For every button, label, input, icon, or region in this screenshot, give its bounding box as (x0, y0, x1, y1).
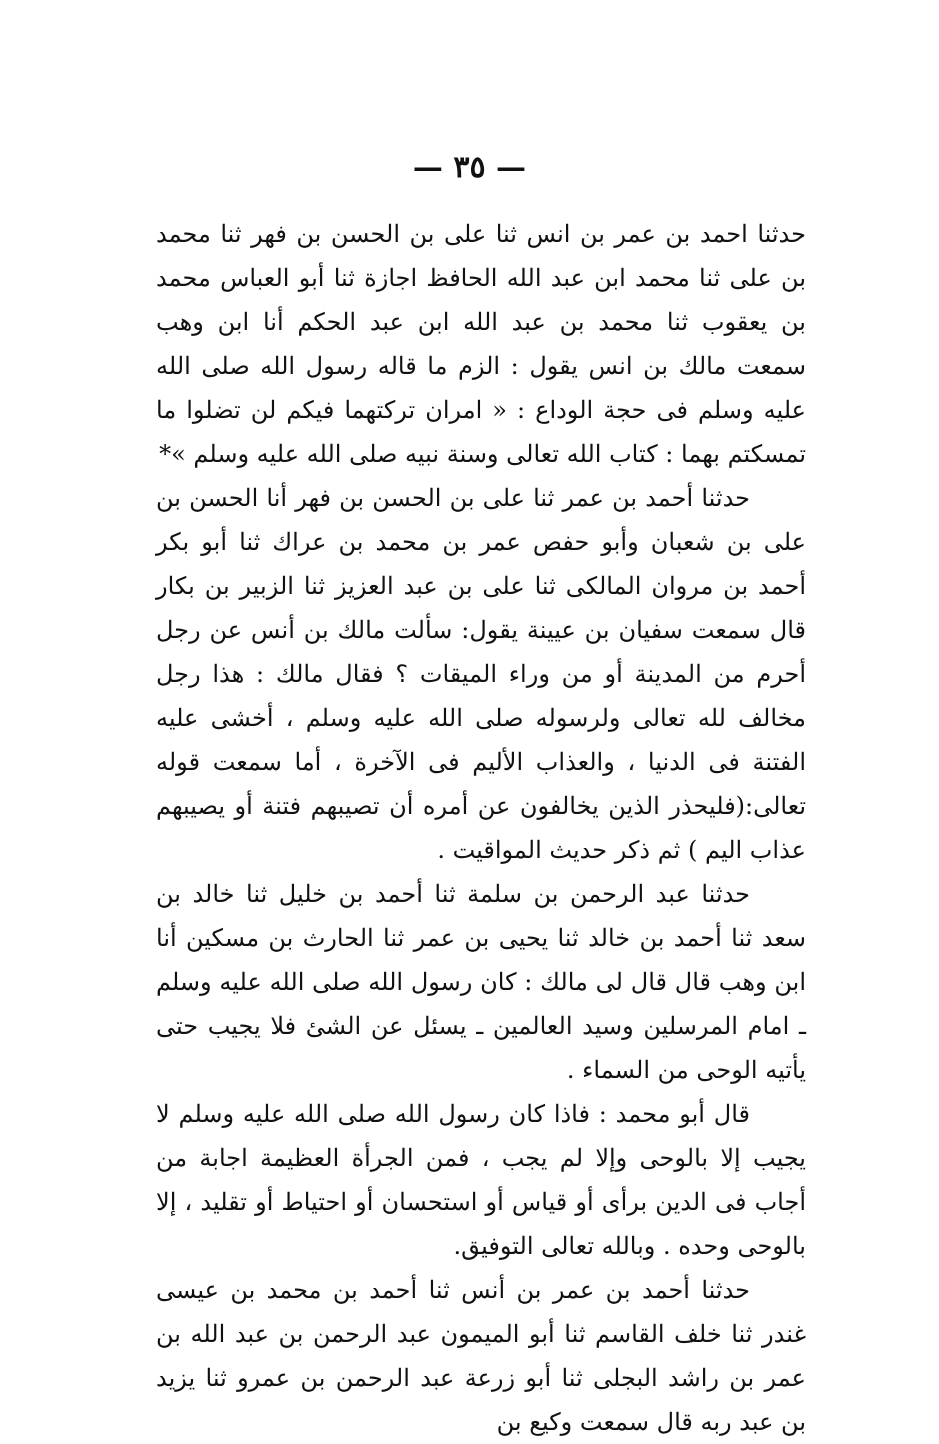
page-number: — ٣٥ — (412, 150, 527, 185)
body-text (156, 212, 806, 1444)
paragraph-1: حدثنا احمد بن عمر بن انس ثنا على بن الحسن بن فهر ثنا محمد بن على ثنا محمد ابن عبد الله الحافظ اجازة ثنا أبو العباس محمد بن يعقوب ثنا محمد بن عبد الله ابن عبد الحكم أنا ابن وهب سمعت مالك بن انس يقول : الزم ما قاله رسول الله صلى الله عليه وسلم فى حجة الوداع : « امران تركتهما فيكم لن تضلوا ما تمسكتم بهما : كتاب الله تعالى وسنة نبيه صلى الله عليه وسلم »* (156, 220, 806, 468)
paragraph-2: حدثنا أحمد بن عمر ثنا على بن الحسن بن فهر أنا الحسن بن على بن شعبان وأبو حفص عمر بن محمد بن عراك ثنا أبو بكر أحمد بن مروان المالكى ثنا على بن عبد العزيز ثنا الزبير بن بكار قال سمعت سفيان بن عيينة يقول: سألت مالك بن أنس عن رجل أحرم من المدينة أو من وراء الميقات ؟ فقال مالك : هذا رجل مخالف لله تعالى ولرسوله صلى الله عليه وسلم ، أخشى عليه الفتنة فى الدنيا ، والعذاب الأليم فى الآخرة ، أما سمعت قوله تعالى:(فليحذر الذين يخالفون عن أمره أن تصيبهم فتنة أو يصيبهم عذاب اليم ) ثم ذكر حديث المواقيت . (156, 484, 807, 864)
paragraph-3: حدثنا عبد الرحمن بن سلمة ثنا أحمد بن خليل ثنا خالد بن سعد ثنا أحمد بن خالد ثنا يحيى بن عمر ثنا الحارث بن مسكين أنا ابن وهب قال قال لى مالك : كان رسول الله صلى الله عليه وسلم ـ امام المرسلين وسيد العالمين ـ يسئل عن الشئ فلا يجيب حتى يأتيه الوحى من السماء . (156, 880, 806, 1084)
paragraph-4: قال أبو محمد : فاذا كان رسول الله صلى الله عليه وسلم لا يجيب إلا بالوحى وإلا لم يجب ، فمن الجرأة العظيمة اجابة من أجاب فى الدين برأى أو قياس أو استحسان أو احتياط أو تقليد ، إلا بالوحى وحده . وبالله تعالى التوفيق. (156, 1100, 806, 1260)
paragraph-5: حدثنا أحمد بن عمر بن أنس ثنا أحمد بن محمد بن عيسى غندر ثنا خلف القاسم ثنا أبو الميمون عبد الرحمن بن عبد الله بن عمر بن راشد البجلى ثنا أبو زرعة عبد الرحمن بن عمرو ثنا يزيد بن عبد ربه قال سمعت وكيع بن (156, 1276, 806, 1436)
